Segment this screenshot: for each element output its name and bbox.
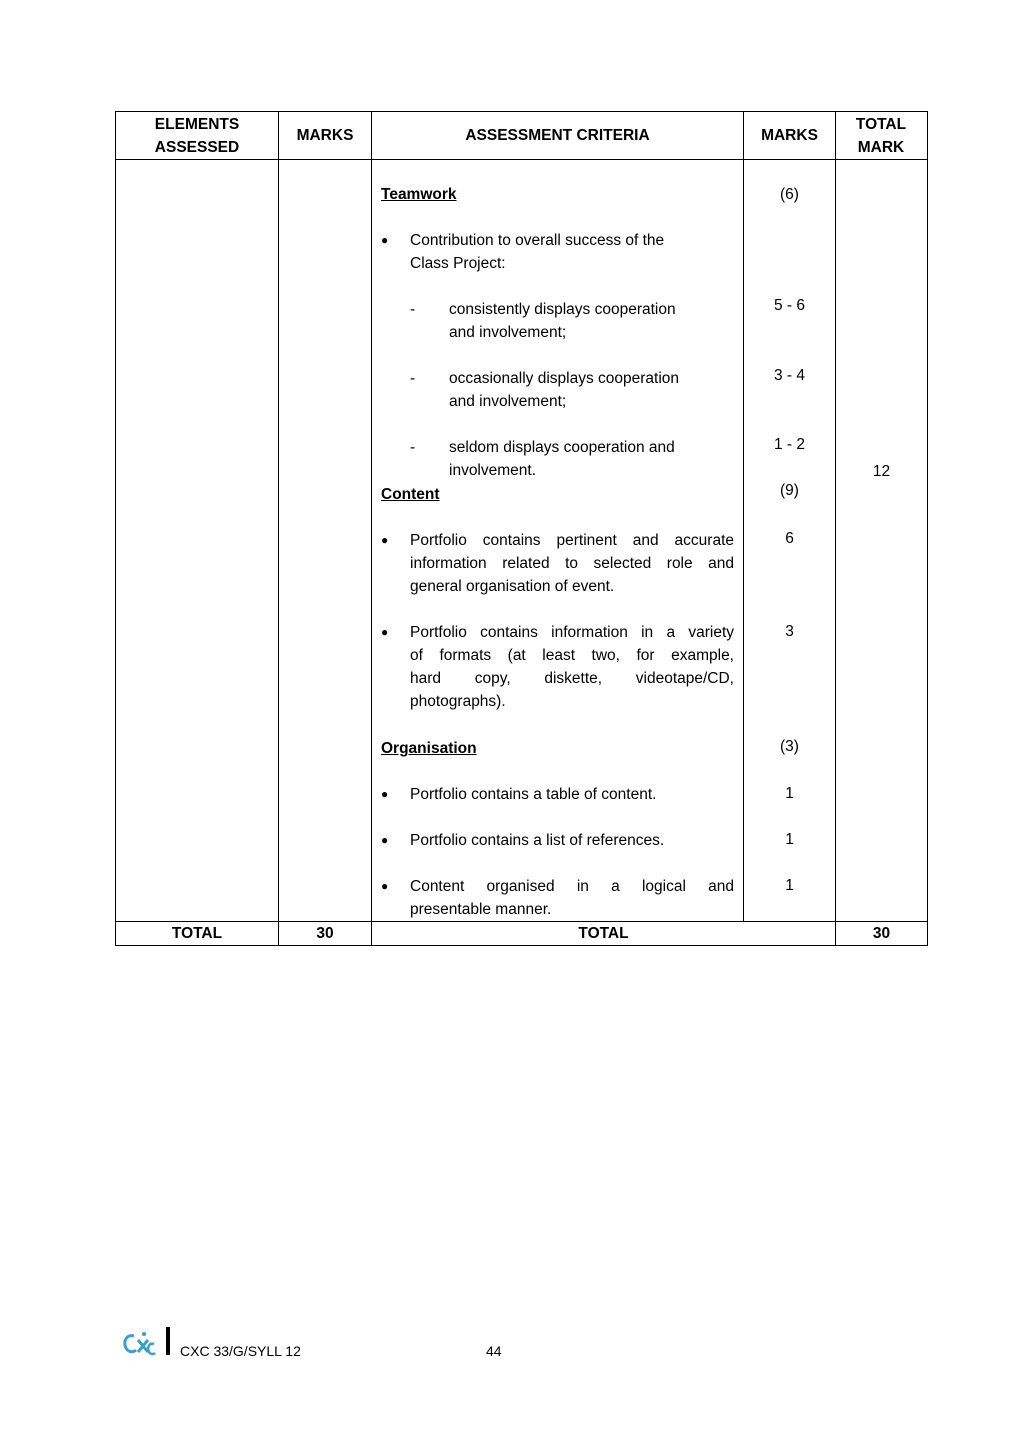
text-line: presentable manner. xyxy=(410,901,552,918)
header-divider xyxy=(115,159,928,160)
organisation-item-marks: 1 xyxy=(785,831,794,848)
content-heading-marks: (9) xyxy=(780,482,799,499)
organisation-heading-marks: (3) xyxy=(780,738,799,755)
footer-divider-bar xyxy=(166,1327,170,1355)
bullet-icon: ● xyxy=(381,787,389,801)
col-line-2 xyxy=(371,111,372,946)
teamwork-item-line1: consistently displays cooperation xyxy=(449,301,676,318)
teamwork-item-line2: involvement. xyxy=(449,462,537,479)
organisation-item3-text xyxy=(410,875,734,921)
text-line: hard copy, diskette, videotape/CD, xyxy=(410,670,734,687)
text-line: of formats (at least two, for example, xyxy=(410,647,734,664)
organisation-item-text: Portfolio contains a table of content. xyxy=(410,786,657,803)
teamwork-item-dash: - xyxy=(410,301,416,318)
header-total-mark: TOTAL MARK xyxy=(855,116,907,156)
total-marks-right: 30 xyxy=(872,925,891,942)
content-item1-text xyxy=(410,529,734,598)
organisation-item-text: Portfolio contains a list of references. xyxy=(410,832,665,849)
total-label-middle: TOTAL xyxy=(578,925,629,942)
text-line: information related to selected role and xyxy=(410,555,734,572)
teamwork-item-line2: and involvement; xyxy=(449,324,567,341)
page-number: 44 xyxy=(486,1343,502,1359)
teamwork-bullet-line2: Class Project: xyxy=(410,255,506,272)
bullet-icon: ● xyxy=(381,833,389,847)
total-mark-value: 12 xyxy=(872,463,891,480)
text-line: Content organised in a logical and xyxy=(410,878,734,895)
teamwork-item-dash: - xyxy=(410,370,416,387)
text-line: Portfolio contains information in a variety xyxy=(410,624,734,641)
teamwork-heading: Teamwork xyxy=(381,186,457,203)
teamwork-item-line2: and involvement; xyxy=(449,393,567,410)
header-marks-right: MARKS xyxy=(761,127,818,144)
teamwork-item-marks: 5 - 6 xyxy=(773,297,805,314)
cxc-logo-icon xyxy=(120,1330,160,1360)
table-border-top xyxy=(115,111,928,112)
text-line: Portfolio contains pertinent and accurate xyxy=(410,532,734,549)
teamwork-item-line1: occasionally displays cooperation xyxy=(449,370,680,387)
organisation-item3-marks: 1 xyxy=(785,877,794,894)
bullet-icon: ● xyxy=(381,233,389,247)
header-marks-left: MARKS xyxy=(296,127,354,144)
teamwork-item-dash: - xyxy=(410,439,416,456)
bullet-icon: ● xyxy=(381,879,389,893)
col-line-5 xyxy=(927,111,928,946)
teamwork-item-marks: 1 - 2 xyxy=(773,436,805,453)
col-line-0 xyxy=(115,111,116,946)
bullet-icon: ● xyxy=(381,533,389,547)
col-line-1 xyxy=(278,111,279,946)
teamwork-item-marks: 3 - 4 xyxy=(773,367,805,384)
content-item1-marks: 6 xyxy=(785,530,794,547)
total-marks-left: 30 xyxy=(316,925,334,942)
col-line-4 xyxy=(835,111,836,946)
header-elements-assessed: ELEMENTS ASSESSED xyxy=(154,116,240,156)
bullet-icon: ● xyxy=(381,625,389,639)
teamwork-bullet-line1: Contribution to overall success of the xyxy=(410,232,665,249)
content-heading: Content xyxy=(381,486,440,503)
organisation-item-marks: 1 xyxy=(785,785,794,802)
content-item2-marks: 3 xyxy=(785,623,794,640)
text-line: general organisation of event. xyxy=(410,578,615,595)
teamwork-heading-marks: (6) xyxy=(780,186,799,203)
teamwork-item-line1: seldom displays cooperation and xyxy=(449,439,675,456)
footer-code: CXC 33/G/SYLL 12 xyxy=(180,1343,301,1359)
content-item2-text xyxy=(410,621,734,713)
text-line: photographs). xyxy=(410,693,506,710)
header-assessment-criteria: ASSESSMENT CRITERIA xyxy=(465,127,650,144)
table-border-bottom xyxy=(115,945,928,946)
total-label-left: TOTAL xyxy=(171,925,223,942)
organisation-heading: Organisation xyxy=(381,740,477,757)
